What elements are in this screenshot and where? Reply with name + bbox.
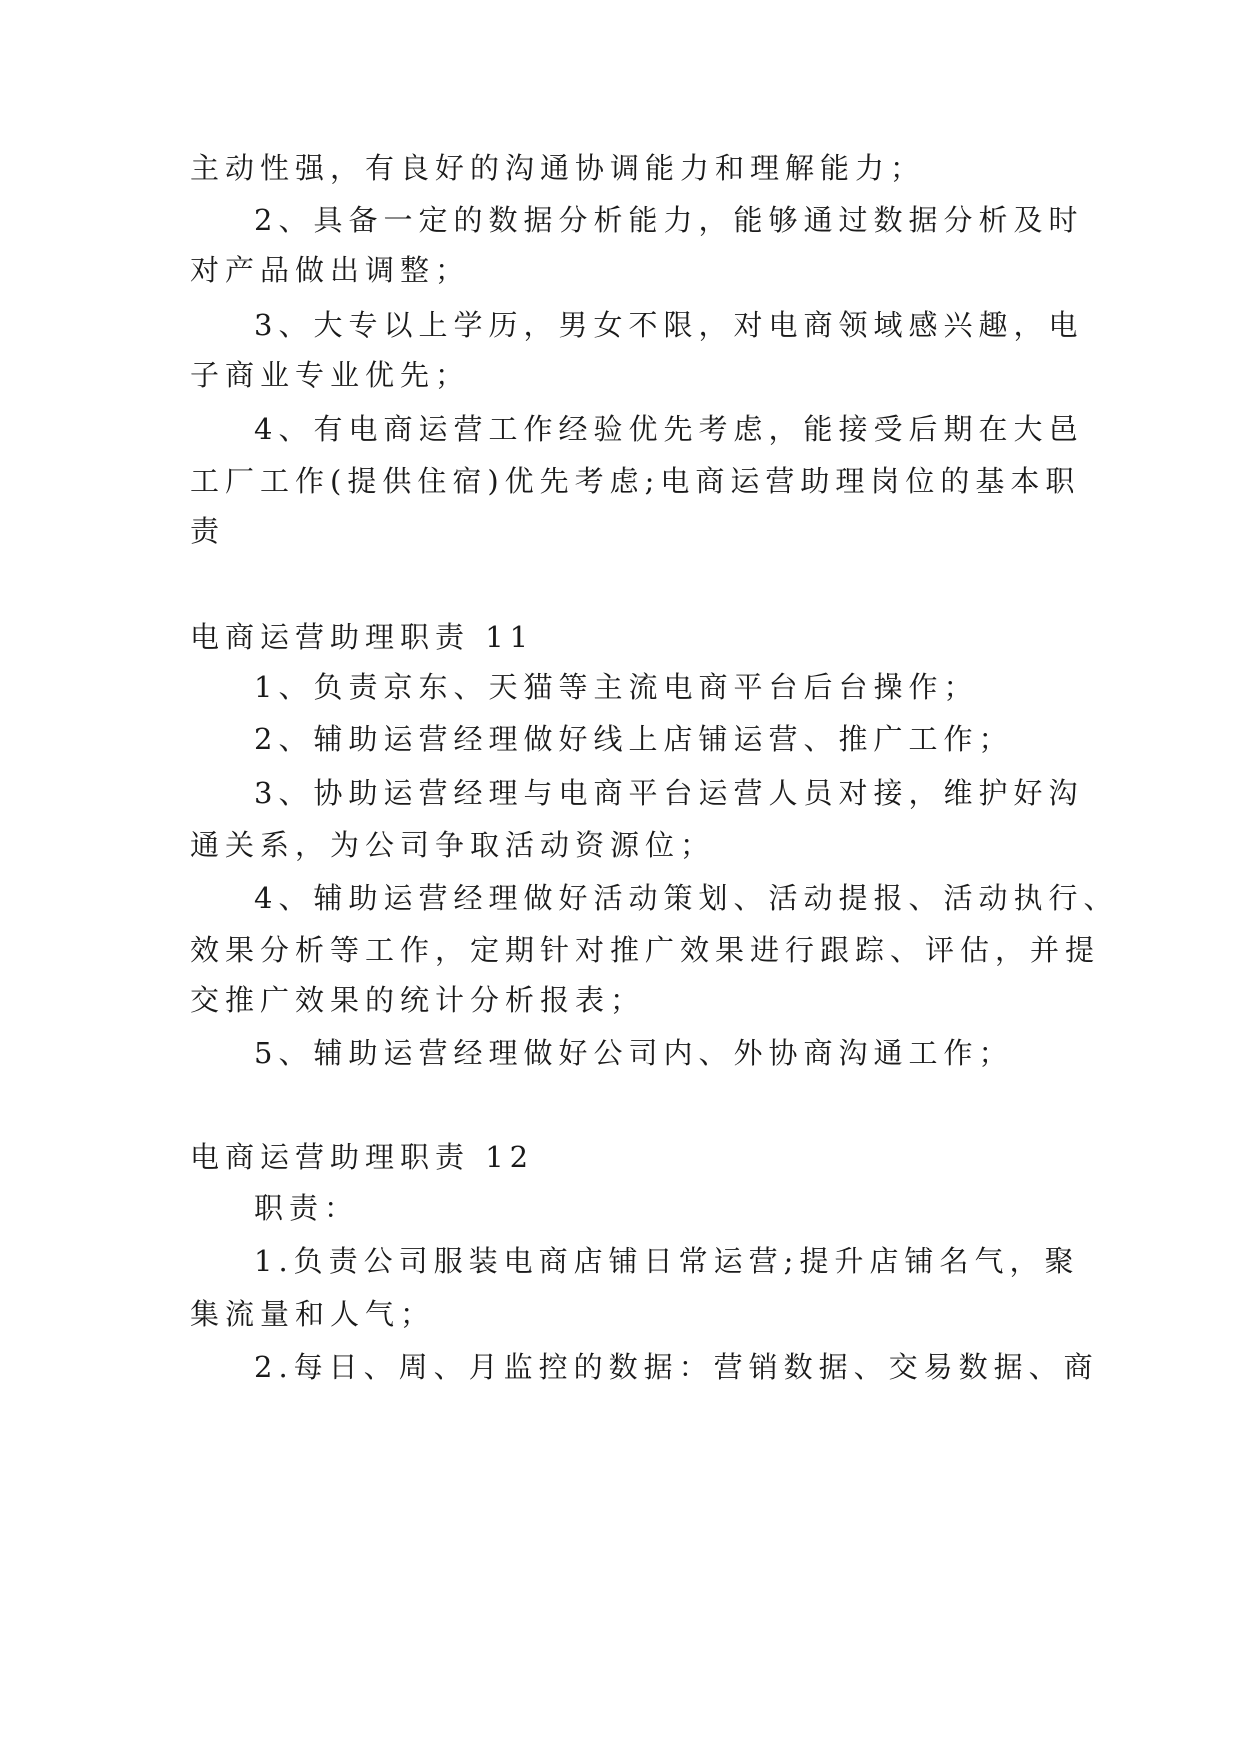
list-item-line: 对产品做出调整；: [190, 253, 471, 287]
list-item-line: 4、辅助运营经理做好活动策划、活动提报、活动执行、: [254, 881, 1119, 915]
list-item-line: 子商业专业优先；: [190, 358, 471, 392]
section-heading: 电商运营助理职责 11: [190, 620, 535, 654]
list-item-line: 1.负责公司服装电商店铺日常运营;提升店铺名气，聚: [254, 1244, 1080, 1278]
list-item-line: 5、辅助运营经理做好公司内、外协商沟通工作；: [254, 1036, 1014, 1070]
list-item-line: 2、辅助运营经理做好线上店铺运营、推广工作；: [254, 722, 1014, 756]
list-item-line: 4、有电商运营工作经验优先考虑，能接受后期在大邑: [254, 412, 1084, 446]
list-item-line: 1、负责京东、天猫等主流电商平台后台操作；: [254, 670, 979, 704]
list-item-line: 3、协助运营经理与电商平台运营人员对接，维护好沟: [254, 776, 1084, 810]
section-heading: 电商运营助理职责 12: [190, 1140, 535, 1174]
section-label: 职责：: [254, 1191, 360, 1225]
list-item-line: 效果分析等工作，定期针对推广效果进行跟踪、评估，并提: [190, 933, 1101, 967]
list-item-line: 工厂工作(提供住宿)优先考虑;电商运营助理岗位的基本职: [190, 464, 1081, 498]
list-item-line: 3、大专以上学历，男女不限，对电商领域感兴趣，电: [254, 308, 1084, 342]
list-item-line: 责: [190, 514, 226, 548]
list-item-line: 集流量和人气；: [190, 1297, 436, 1331]
list-item-line: 2.每日、周、月监控的数据：营销数据、交易数据、商: [254, 1350, 1099, 1384]
paragraph-line: 主动性强，有良好的沟通协调能力和理解能力；: [190, 151, 926, 185]
list-item-line: 2、具备一定的数据分析能力，能够通过数据分析及时: [254, 203, 1084, 237]
list-item-line: 通关系，为公司争取活动资源位；: [190, 828, 716, 862]
list-item-line: 交推广效果的统计分析报表；: [190, 983, 646, 1017]
